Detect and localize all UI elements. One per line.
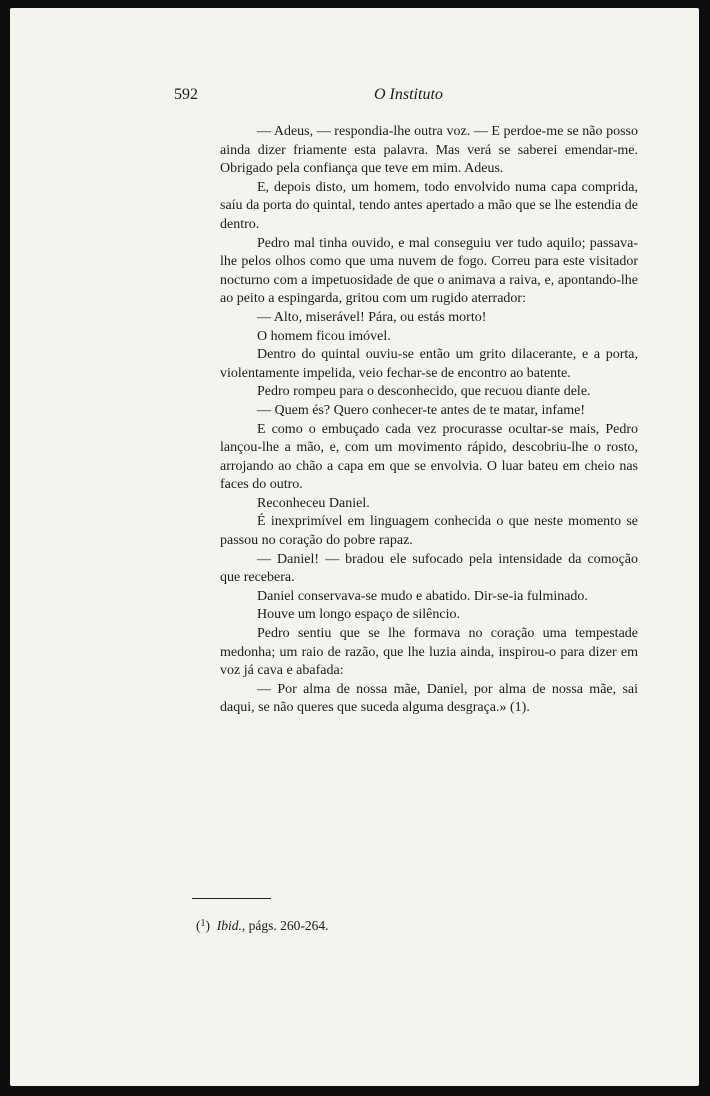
running-title: O Instituto bbox=[374, 86, 443, 103]
body-text bbox=[220, 123, 638, 718]
footnote-pages: , págs. 260-264. bbox=[241, 918, 329, 933]
paragraph: Reconheceu Daniel. bbox=[257, 495, 370, 511]
paragraph: Houve um longo espaço de silêncio. bbox=[257, 607, 460, 623]
paragraph: — Adeus, — respondia-lhe outra voz. — E perdoe-me se não posso ainda dizer friamente esta palavra. Mas verá se saberei emendar-me. Obrigado pela confiança que teve em mim. Adeus. bbox=[220, 124, 638, 177]
paragraph: Dentro do quintal ouviu-se então um grito dilacerante, e a porta, violentamente impelida, veio fechar-se de encontro ao batente. bbox=[220, 347, 638, 381]
footnote-marker: 1 bbox=[200, 918, 206, 929]
paragraph: Pedro rompeu para o desconhecido, que recuou diante dele. bbox=[257, 384, 591, 400]
footnote-source: Ibid. bbox=[216, 918, 242, 933]
paragraph: — Por alma de nossa mãe, Daniel, por alma de nossa mãe, sai daqui, se não queres que suceda alguma desgraça.» (1). bbox=[220, 681, 638, 716]
page-number: 592 bbox=[174, 86, 198, 103]
page-header bbox=[174, 86, 464, 108]
paragraph: — Daniel! — bradou ele sufocado pela intensidade da comoção que recebera. bbox=[220, 551, 638, 586]
paragraph: Pedro mal tinha ouvido, e mal conseguiu ver tudo aquilo; passava-lhe pelos olhos como que uma nuvem de fogo. Correu para este visitador nocturno com a impetuosidade de que o animava a raiva, e, apontando-lhe ao peito a espingarda, gritou com um rugido aterrador: bbox=[220, 235, 638, 307]
footnote: ($^1$) Ibid., págs. 260-264. bbox=[196, 918, 329, 933]
paragraph: Pedro sentiu que se lhe formava no coração uma tempestade medonha; um raio de razão, que lhe luzia ainda, inspirou-o para dizer em voz já cava e abafada: bbox=[220, 626, 638, 679]
paragraph: — Alto, miserável! Pára, ou estás morto! bbox=[257, 309, 487, 325]
paragraph: — Quem és? Quero conhecer-te antes de te matar, infame! bbox=[257, 402, 586, 418]
footnote-rule bbox=[192, 898, 271, 899]
paragraph: Daniel conservava-se mudo e abatido. Dir-se-ia fulminado. bbox=[257, 588, 588, 604]
paragraph: O homem ficou imóvel. bbox=[257, 328, 391, 344]
paragraph: E, depois disto, um homem, todo envolvido numa capa comprida, saíu da porta do quintal, tendo antes apertado a mão que se lhe estendia de dentro. bbox=[220, 179, 638, 232]
paragraph: É inexprimível em linguagem conhecida o que neste momento se passou no coração do pobre rapaz. bbox=[220, 514, 638, 549]
paragraph: E como o embuçado cada vez procurasse ocultar-se mais, Pedro lançou-lhe a mão, e, com um movimento rápido, descobriu-lhe o rosto, arrojando ao chão a capa em que se envolvia. O luar bateu em cheio nas faces do outro. bbox=[220, 421, 638, 493]
